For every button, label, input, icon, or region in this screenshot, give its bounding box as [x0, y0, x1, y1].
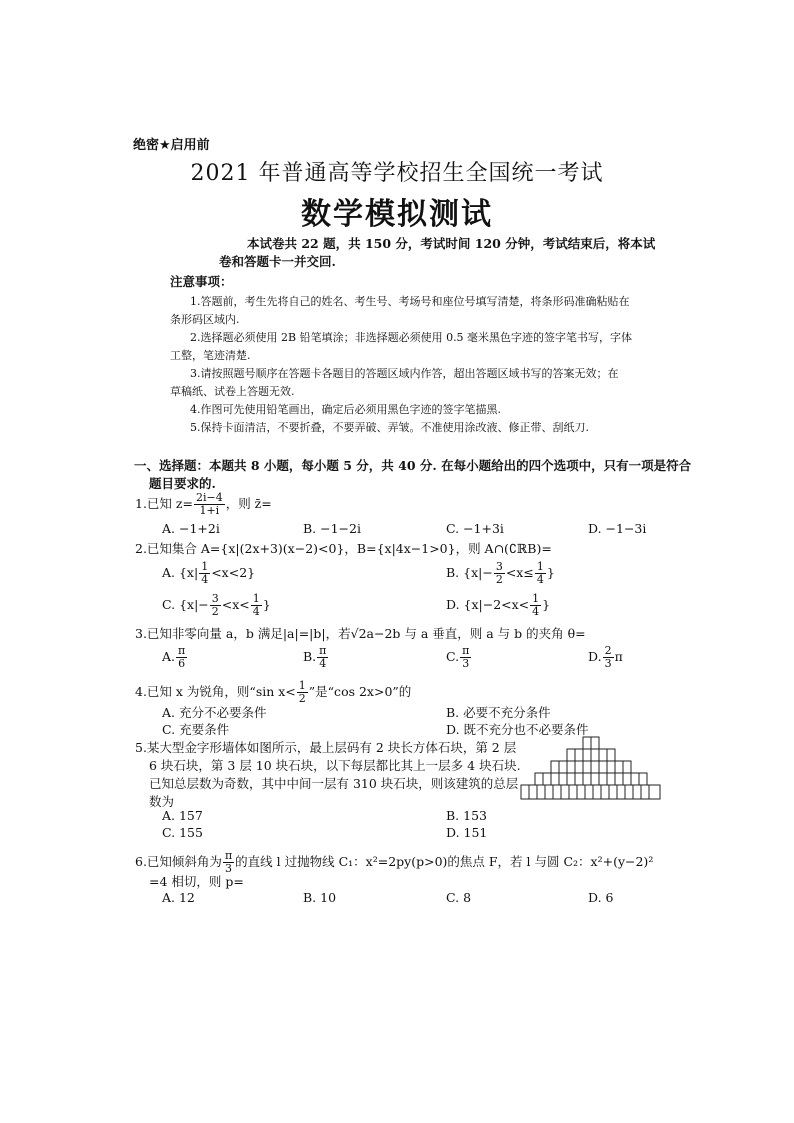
question-5-line: 5.某大型金字形墙体如图所示，最上层码有 2 块长方体石块，第 2 层: [135, 740, 517, 755]
stone-block: [631, 773, 639, 785]
q1-fraction: [194, 492, 225, 517]
q2-c-mid: <x<: [221, 597, 250, 612]
stone-block: [601, 785, 609, 799]
q5-option-a: A. 157: [162, 808, 203, 823]
stone-block: [551, 773, 559, 785]
section-heading: 一、选择题：本题共 8 小题，每小题 5 分，共 40 分. 在每小题给出的四个选项中，只有一项是符合: [134, 458, 692, 473]
stone-block: [575, 773, 583, 785]
q2-b-frac1: [494, 561, 505, 586]
q2-d-post: }: [542, 597, 551, 612]
stone-block: [615, 773, 623, 785]
note-line: 3.请按照题号顺序在答题卡各题目的答题区域内作答，超出答题区域书写的答案无效；在: [190, 367, 619, 380]
stone-block: [569, 785, 577, 799]
q4-option-c: C. 充要条件: [162, 722, 230, 737]
q3-c-num: π: [462, 644, 470, 657]
q1-denominator: 1+i: [199, 504, 220, 517]
stone-block: [583, 773, 591, 785]
q2-option-a: [162, 561, 255, 586]
q6-option-b: B. 10: [303, 890, 337, 905]
q2-d-pre: D. {x|−2<x<: [446, 597, 530, 612]
q3-c-pre: C.: [446, 649, 460, 664]
q3-b-frac: [317, 645, 328, 670]
q2-c-den2: 4: [252, 605, 260, 618]
q3-a-frac: [176, 645, 187, 670]
q4-fraction: [297, 680, 308, 705]
stone-block: [567, 749, 575, 761]
q1-stem-pre: 1.已知 z=: [135, 496, 193, 511]
q2-d-frac: [530, 593, 541, 618]
stone-block: [537, 785, 545, 799]
stone-block: [633, 785, 641, 799]
q4-den: 2: [298, 692, 306, 705]
stone-block: [623, 773, 631, 785]
stone-block: [607, 773, 615, 785]
q2-b-den1: 2: [495, 573, 503, 586]
q4-num: 1: [298, 679, 306, 692]
q2-option-b: [446, 561, 555, 586]
stone-block: [591, 761, 599, 773]
q5-option-d: D. 151: [446, 825, 488, 840]
pyramid-wall-figure: [520, 736, 662, 802]
stone-block: [575, 761, 583, 773]
q1-option-a: A. −1+2i: [162, 521, 220, 536]
stone-block: [521, 785, 529, 799]
q2-a-post: <x<2}: [211, 565, 256, 580]
question-5-line: 数为: [149, 794, 175, 809]
q3-d-den: 3: [604, 657, 612, 670]
q2-b-frac2: [535, 561, 546, 586]
q3-option-b: [303, 645, 329, 670]
note-line: 2.选择题必须使用 2B 铅笔填涂；非选择题必须使用 0.5 毫米黑色字迹的签字笔书写，字体: [190, 331, 633, 344]
q4-stem-post: ”是“cos 2x>0”的: [308, 684, 412, 699]
exam-title: 2021 年普通高等学校招生全国统一考试: [190, 161, 604, 186]
stone-block: [585, 785, 593, 799]
q2-a-num: 1: [201, 560, 209, 573]
stone-block: [625, 785, 633, 799]
q2-option-d: [446, 593, 550, 618]
intro-line-1: 本试卷共 22 题，共 150 分，考试时间 120 分钟，考试结束后，将本试: [247, 236, 656, 251]
q1-numerator: 2i−4: [195, 491, 223, 504]
q2-c-num2: 1: [252, 592, 260, 605]
stone-block: [567, 773, 575, 785]
stone-block: [593, 785, 601, 799]
stone-block: [575, 749, 583, 761]
stone-block: [639, 773, 647, 785]
stone-block: [599, 749, 607, 761]
question-5-line: 6 块石块，第 3 层 10 块石块，以下每层都比其上一层多 4 块石块.: [149, 758, 521, 773]
q3-b-pre: B.: [303, 649, 317, 664]
stone-block: [551, 761, 559, 773]
stone-block: [577, 785, 585, 799]
q3-option-a: [162, 645, 188, 670]
q3-d-frac: [603, 645, 614, 670]
q3-b-num: π: [319, 644, 327, 657]
question-5-line: 已知总层数为奇数，其中中间一层有 310 块石块，则该建筑的总层: [149, 776, 519, 791]
q4-option-a: A. 充分不必要条件: [162, 705, 267, 720]
stone-block: [583, 761, 591, 773]
stone-block: [559, 761, 567, 773]
stone-block: [583, 737, 591, 749]
q6-option-a: A. 12: [162, 890, 195, 905]
stone-block: [649, 785, 660, 799]
q2-a-pre: A. {x|: [162, 565, 199, 580]
q4-option-d: D. 既不充分也不必要条件: [446, 722, 589, 737]
q1-option-d: D. −1−3i: [588, 521, 647, 536]
q3-a-den: 6: [178, 657, 186, 670]
question-4: [135, 680, 411, 705]
section-heading-cont: 题目要求的.: [149, 476, 216, 491]
q2-option-c: [162, 593, 271, 618]
q3-option-d: [588, 645, 623, 670]
q4-option-b: B. 必要不充分条件: [446, 705, 551, 720]
q2-c-den1: 2: [211, 605, 219, 618]
stone-block: [567, 761, 575, 773]
q3-d-num: 2: [604, 644, 612, 657]
notes-heading: 注意事项：: [170, 274, 233, 289]
q2-b-pre: B. {x|−: [446, 565, 493, 580]
note-line: 草稿纸、试卷上答题无效.: [170, 385, 295, 398]
q2-a-frac: [199, 561, 210, 586]
q2-c-post: }: [262, 597, 271, 612]
q2-d-den: 4: [532, 605, 540, 618]
stone-block: [623, 761, 631, 773]
q6-den: 3: [225, 862, 233, 875]
q3-option-c: [446, 645, 472, 670]
q2-b-den2: 4: [536, 573, 544, 586]
q2-c-num1: 3: [211, 592, 219, 605]
q2-b-num2: 1: [536, 560, 544, 573]
question-3: 3.已知非零向量 a，b 满足|a|=|b|，若√2a−2b 与 a 垂直，则 a 与 b 的夹角 θ=: [135, 626, 586, 641]
q2-b-post: }: [546, 565, 555, 580]
stone-block: [591, 749, 599, 761]
q2-d-num: 1: [532, 592, 540, 605]
confidential-label: 绝密★启用前: [133, 138, 210, 153]
stone-block: [553, 785, 561, 799]
q4-stem-pre: 4.已知 x 为锐角，则“sin x<: [135, 684, 296, 699]
note-line: 条形码区域内.: [170, 313, 240, 326]
intro-line-2: 卷和答题卡一并交回.: [219, 254, 336, 269]
stone-block: [543, 773, 551, 785]
q6-stem-post: 的直线 l 过抛物线 C₁：x²=2py(p>0)的焦点 F，若 l 与圆 C₂：x²+(y−2)²: [235, 854, 654, 869]
q2-c-frac1: [210, 593, 221, 618]
q3-a-pre: A.: [162, 649, 176, 664]
q5-option-c: C. 155: [162, 825, 203, 840]
stone-block: [583, 749, 591, 761]
q1-stem-post: ，则 z̄=: [225, 496, 272, 511]
stone-block: [591, 773, 599, 785]
stone-block: [609, 785, 617, 799]
stone-block: [607, 749, 615, 761]
q3-a-num: π: [178, 644, 186, 657]
stone-block: [599, 773, 607, 785]
q3-d-post: π: [614, 649, 623, 664]
q6-option-d: D. 6: [588, 890, 614, 905]
q2-b-num1: 3: [495, 560, 503, 573]
q5-option-b: B. 153: [446, 808, 487, 823]
stone-block: [535, 773, 543, 785]
q6-num: π: [224, 849, 233, 862]
question-6-cont: =4 相切，则 p=: [149, 874, 244, 889]
note-line: 5.保持卡面清洁，不要折叠，不要弄破、弄皱。不准使用涂改液、修正带、刮纸刀.: [190, 421, 589, 434]
stone-block: [617, 785, 625, 799]
stone-block: [561, 785, 569, 799]
q2-a-den: 4: [201, 573, 209, 586]
stone-block: [559, 773, 567, 785]
question-2: 2.已知集合 A={x|(2x+3)(x−2)<0}，B={x|4x−1>0}，则 A∩(∁ℝB)=: [135, 541, 552, 556]
q3-c-frac: [460, 645, 471, 670]
q2-c-pre: C. {x|−: [162, 597, 209, 612]
stone-block: [591, 737, 599, 749]
stone-block: [641, 785, 649, 799]
note-line: 1.答题前，考生先将自己的姓名、考生号、考场号和座位号填写清楚，将条形码准确粘贴在: [190, 295, 630, 308]
q1-option-c: C. −1+3i: [446, 521, 504, 536]
q3-c-den: 3: [462, 657, 470, 670]
q1-option-b: B. −1−2i: [303, 521, 361, 536]
q2-c-frac2: [251, 593, 262, 618]
note-line: 4.作图可先使用铅笔画出，确定后必须用黑色字迹的签字笔描黑.: [190, 403, 501, 416]
q3-b-den: 4: [319, 657, 327, 670]
q3-d-pre: D.: [588, 649, 602, 664]
stone-block: [615, 761, 623, 773]
stone-block: [529, 785, 537, 799]
stone-block: [607, 761, 615, 773]
question-1: [135, 492, 272, 517]
stone-block: [599, 761, 607, 773]
stone-block: [545, 785, 553, 799]
q6-stem-pre: 6.已知倾斜角为: [135, 854, 222, 869]
exam-subtitle: 数学模拟测试: [301, 197, 493, 232]
note-line: 工整，笔迹清楚.: [170, 349, 251, 362]
q2-b-mid: <x≤: [505, 565, 534, 580]
q6-option-c: C. 8: [446, 890, 472, 905]
